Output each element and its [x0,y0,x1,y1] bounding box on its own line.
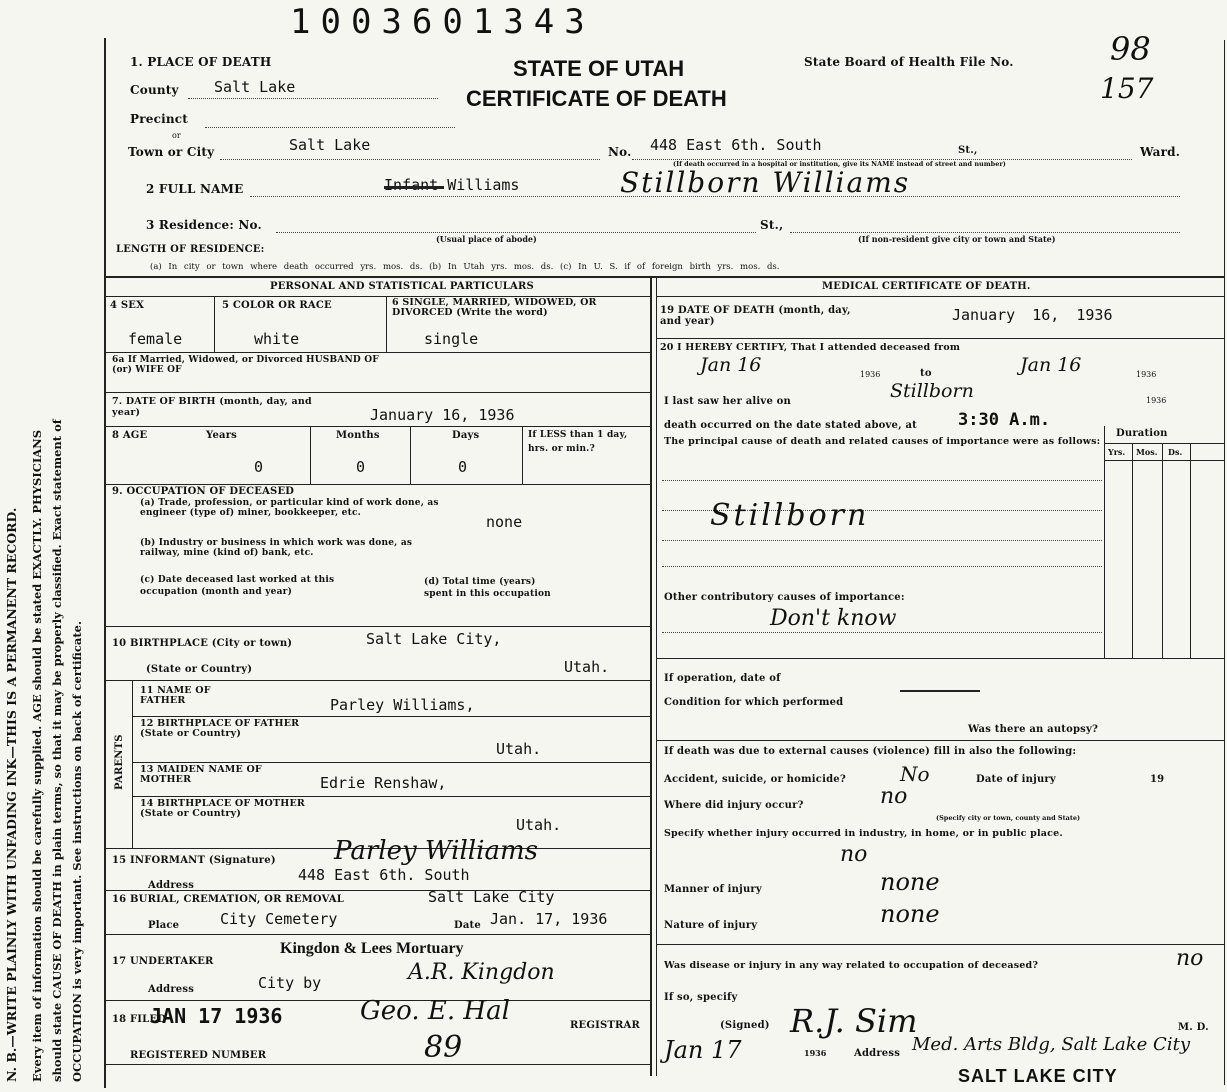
where-note: (Specify city or town, county and State) [936,814,1081,822]
center-divider [650,276,652,1076]
certificate-title: CERTIFICATE OF DEATH [466,86,727,111]
mother-name: Edrie Renshaw, [320,774,447,792]
rule [106,352,650,353]
county-value: Salt Lake [214,78,296,96]
duration-mos: Mos. [1136,447,1158,457]
header-divider [106,276,1224,278]
operation-label: If operation, date of [664,673,781,684]
date-of-death: January 16, 1936 [952,306,1113,324]
signed-year: 1936 [804,1048,827,1058]
file-no-secondary: 157 [1100,72,1154,105]
town-label: Town or City [128,145,215,159]
age-years: 0 [254,458,264,476]
street-address: 448 East 6th. South [650,136,822,154]
rule [1162,443,1163,658]
rule [656,944,1224,945]
condition-label: Condition for which performed [664,697,844,708]
autopsy-label: Was there an autopsy? [968,724,1099,735]
rule [656,740,1224,741]
nature-value: none [880,900,940,928]
rule [106,426,650,427]
town-line [220,159,600,160]
town-value: Salt Lake [289,136,371,154]
manner-label: Manner of injury [664,884,762,895]
specify-label: Specify whether injury occurred in industry, in home, or in public place. [664,828,1063,839]
last-saw-label: I last saw her alive on [664,396,792,407]
rule [656,658,1224,659]
certify-label: 20 I HEREBY CERTIFY, That I attended deceased from [660,342,961,353]
to-label: to [920,368,932,379]
birthplace-state: Utah. [564,658,610,676]
md-label: M. D. [1178,1022,1209,1033]
rule [522,426,523,484]
rule [1190,443,1191,658]
informant-address-label: Address [148,880,195,891]
less-than-label: If LESS than 1 day, hrs. or min.? [528,430,628,454]
mother-birthplace-label: 14 BIRTHPLACE OF MOTHER (State or Country) [140,798,305,819]
accident-label: Accident, suicide, or homicide? [664,774,846,785]
cause-label: The principal cause of death and related causes of importance were as follows: [664,436,1101,447]
duration-ds: Ds. [1168,447,1183,457]
length-line: (a) In city or town where death occurred yrs. mos. ds. (b) In Utah yrs. mos. ds. (c) In U. S. if of foreign birth yrs. mos. ds. [150,262,780,272]
city-stamp: SALT LAKE CITY [958,1066,1118,1086]
parents-label: PARENTS [114,734,125,790]
birthplace-city: Salt Lake City, [366,630,502,648]
rule [662,540,1102,541]
rule [132,716,650,717]
duration-yrs: Yrs. [1108,447,1126,457]
registered-label: REGISTERED NUMBER [130,1050,267,1061]
burial-place: City Cemetery [220,910,338,928]
undertaker-signature: A.R. Kingdon [408,960,555,985]
occupation-value: none [486,513,523,531]
rule [132,680,133,848]
married-label: 6a If Married, Widowed, or Divorced HUSBAND OF (or) WIFE OF [112,355,379,375]
state-title: STATE OF UTAH [513,56,685,81]
burial-city: Salt Lake City [428,888,555,906]
race-label: 5 COLOR OR RACE [222,300,332,311]
occupation-c-label: (c) Date deceased last worked at this occupation (month and year) [140,575,335,597]
burial-date: Jan. 17, 1936 [490,910,608,928]
burial-date-label: Date [454,920,481,931]
attended-from-year: 1936 [860,370,881,379]
informant-label: 15 INFORMANT (Signature) [112,855,276,866]
rule [132,796,650,797]
specify-value: no [840,842,868,867]
marital-label: 6 SINGLE, MARRIED, WIDOWED, OR DIVORCED (Write the word) [392,297,597,318]
physician-signature: R.J. Sim [790,1002,918,1040]
death-time-label: death occurred on the date stated above, at [664,420,917,431]
form-left-border [104,38,106,1088]
precinct-line [205,127,455,128]
accident-value: No [900,762,930,786]
undertaker-address: City by [258,974,322,992]
filed-label: 18 FILED [112,1014,167,1025]
full-name-handwritten: Stillborn Williams [620,166,911,199]
nonres-note: (If non-resident give city or town and State) [858,234,1056,244]
years-label: Years [206,430,238,441]
rule [214,296,215,352]
filed-date: JAN 17 1936 [150,1004,283,1028]
death-time: 3:30 A.m. [958,410,1051,430]
form-right-border [1224,40,1225,1085]
rule [106,626,650,627]
age-months: 0 [356,458,366,476]
occupation-b-label: (b) Industry or business in which work was done, as railway, mine (kind of) bank, etc. [140,538,413,558]
place-of-death-label: 1. PLACE OF DEATH [130,55,272,69]
county-label: County [130,83,179,97]
dob-label: 7. DATE OF BIRTH (month, day, and year) [112,396,312,418]
duration-label: Duration [1116,428,1168,439]
rule [106,890,650,891]
manner-value: none [880,868,940,896]
where-label: Where did injury occur? [664,800,804,811]
margin-note-1: N. B.—WRITE PLAINLY WITH UNFADING INK—THIS IS A PERMANENT RECORD. [4,507,19,1082]
occupation-a-label: (a) Trade, profession, or particular kind of work done, as engineer (type of) miner, bookkeeper, etc. [140,498,439,518]
registrar-label: REGISTRAR [570,1020,640,1031]
last-saw-value: Stillborn [890,380,974,402]
physician-address-label: Address [854,1048,901,1059]
rule [106,392,650,393]
occupation-related-value: no [1176,946,1204,971]
signed-date: Jan 17 [664,1036,742,1064]
condition-dash [900,690,980,692]
personal-title: PERSONAL AND STATISTICAL PARTICULARS [270,281,534,292]
attended-to-year: 1936 [1136,370,1157,379]
abode-note: (Usual place of abode) [436,234,537,244]
burial-place-label: Place [148,920,180,931]
father-birthplace-label: 12 BIRTHPLACE OF FATHER (State or Country) [140,718,300,739]
rule [1132,443,1133,658]
contrib-value: Don't know [770,606,897,631]
father-birthplace: Utah. [496,740,542,758]
margin-note-2: Every item of information should be carefully supplied. AGE should be stated EXACTLY. PHYSICIANS [30,429,44,1082]
or-label: or [172,131,181,140]
last-saw-year: 1936 [1146,396,1167,405]
marital-value: single [424,330,479,348]
occupation-related-label: Was disease or injury in any way related to occupation of deceased? [664,960,1039,971]
injury-year-prefix: 19 [1150,774,1165,785]
if-so-label: If so, specify [664,992,738,1003]
physician-address: Med. Arts Bldg, Salt Lake City [912,1034,1190,1055]
rule [106,1064,650,1065]
rule [662,480,1102,481]
rule [662,632,1102,633]
rule [106,484,650,485]
burial-label: 16 BURIAL, CREMATION, OR REMOVAL [112,894,344,905]
sex-label: 4 SEX [110,300,145,311]
serial-number: 1003601343 [290,2,595,42]
age-label: 8 AGE [112,430,148,441]
external-label: If death was due to external causes (violence) fill in also the following: [664,746,1077,757]
residence-label: 3 Residence: No. [146,218,262,232]
mother-birthplace: Utah. [516,816,562,834]
county-line [188,98,438,99]
rule [310,426,311,484]
margin-note-3: should state CAUSE OF DEATH in plain terms, so that it may be properly classified. Exact statement of [50,419,64,1082]
street-no-label: No. [608,145,632,159]
contrib-label: Other contributory causes of importance: [664,592,905,603]
strikeout-mark [384,186,444,189]
sex-value: female [128,330,183,348]
father-label: 11 NAME OF FATHER [140,685,211,706]
rule [1104,460,1224,461]
residence-st-label: St., [760,218,784,232]
where-value: no [880,784,908,809]
rule [386,296,387,352]
street-st-label: St., [958,145,978,156]
registrar-signature: Geo. E. Hal [360,996,510,1026]
months-label: Months [336,430,380,441]
birthplace-label: 10 BIRTHPLACE (City or town) [112,638,293,649]
rule [132,762,650,763]
registered-number: 89 [424,1030,463,1065]
margin-note-4: OCCUPATION is very important. See instructions on back of certificate. [70,621,84,1082]
residence-line [276,232,756,233]
informant-signature: Parley Williams [334,836,538,866]
dob-value: January 16, 1936 [370,406,515,424]
age-days: 0 [458,458,468,476]
rule [106,680,650,681]
rule [662,566,1102,567]
occupation-d-label: (d) Total time (years) spent in this occupation [424,577,551,599]
rule [656,296,1224,297]
signed-label: (Signed) [720,1020,770,1031]
mother-label: 13 MAIDEN NAME OF MOTHER [140,764,262,785]
race-value: white [254,330,300,348]
father-name: Parley Williams, [330,696,475,714]
precinct-label: Precinct [130,112,189,126]
attended-to: Jan 16 [1020,354,1082,376]
days-label: Days [452,430,480,441]
occupation-label: 9. OCCUPATION OF DECEASED [112,486,295,497]
rule [106,934,650,935]
full-name-label: 2 FULL NAME [146,182,244,196]
informant-address: 448 East 6th. South [298,866,470,884]
hospital-note: (If death occurred in a hospital or institution, give its NAME instead of street and number) [673,160,1006,168]
length-label: LENGTH OF RESIDENCE: [116,244,265,255]
undertaker-label: 17 UNDERTAKER [112,956,214,967]
injury-date-label: Date of injury [976,774,1056,785]
file-no: 98 [1110,30,1151,68]
nature-label: Nature of injury [664,920,758,931]
undertaker-address-label: Address [148,984,195,995]
rule [656,338,1224,339]
birthplace-state-label: (State or Country) [146,664,253,675]
rule [1104,443,1224,444]
cause-value: Stillborn [710,498,870,533]
medical-title: MEDICAL CERTIFICATE OF DEATH. [822,281,1031,292]
date-of-death-label: 19 DATE OF DEATH (month, day, and year) [660,305,851,327]
ward-label: Ward. [1140,145,1181,159]
rule [410,426,411,484]
file-no-label: State Board of Health File No. [804,55,1014,69]
full-name-typed: Infant Williams [384,176,520,194]
residence-st-line [790,232,1180,233]
undertaker-name: Kingdon & Lees Mortuary [280,940,464,957]
attended-from: Jan 16 [700,354,762,376]
center-divider-inner [656,276,657,1076]
